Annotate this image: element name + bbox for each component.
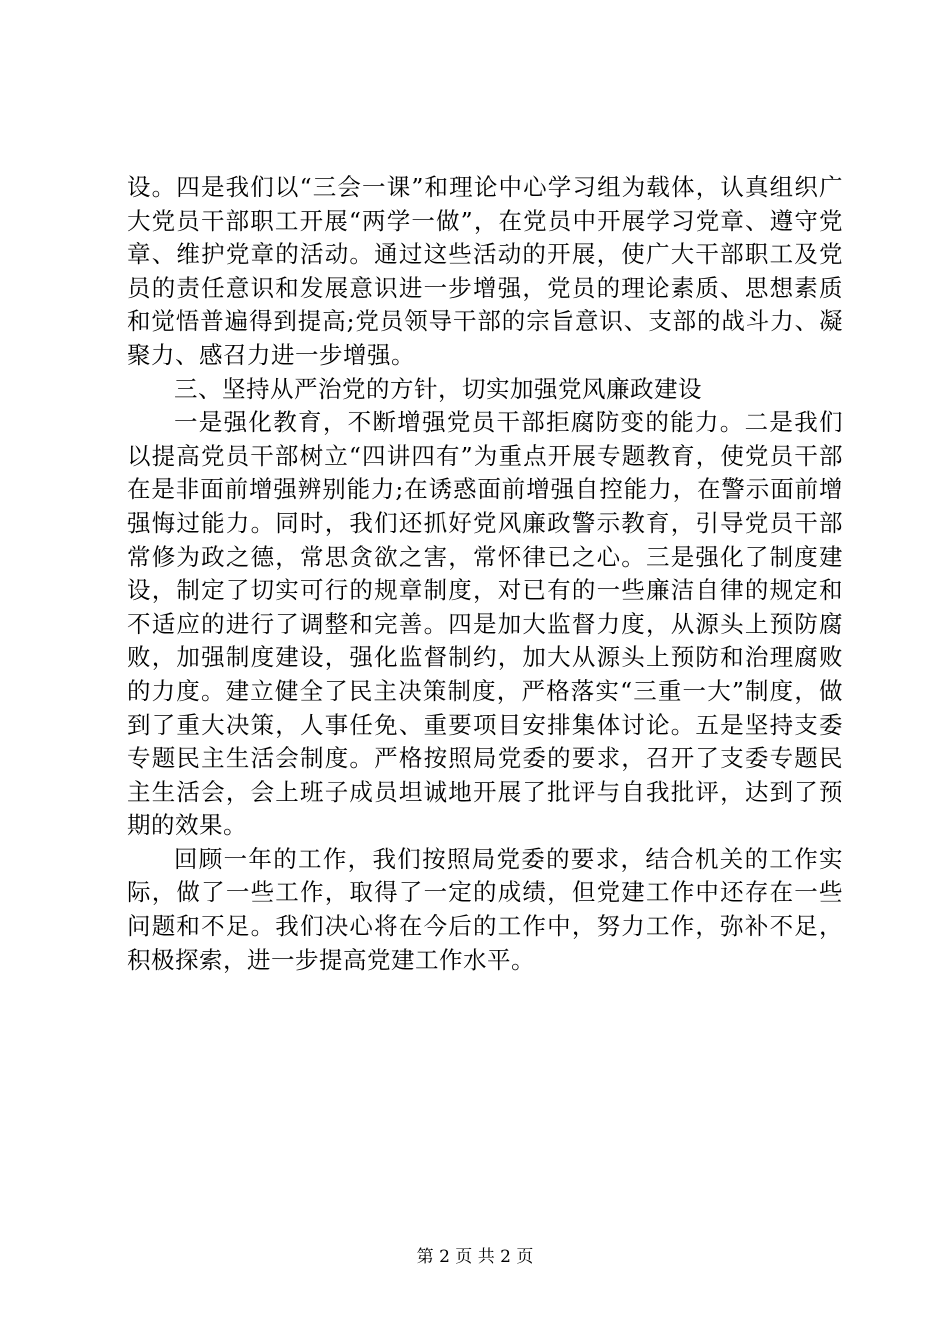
document-body <box>127 171 843 977</box>
page-number-footer: 第 2 页 共 2 页 <box>416 1247 534 1267</box>
section-heading: 三、坚持从严治党的方针，切实加强党风廉政建设 <box>174 374 702 403</box>
paragraph-anticorruption: 一是强化教育，不断增强党员干部拒腐防变的能力。二是我们以提高党员干部树立“四讲四有”为重点开展专题教育，使党员干部在是非面前增强辨别能力;在诱惑面前增强自控能力，在警示面前增强悔过能力。同时，我们还抓好党风廉政警示教育，引导党员干部常修为政之德，常思贪欲之害，常怀律已之心。三是强化了制度建设，制定了切实可行的规章制度，对已有的一些廉洁自律的规定和不适应的进行了调整和完善。四是加大监督力度，从源头上预防腐败，加强制度建设，强化监督制约，加大从源头上预防和治理腐败的力度。建立健全了民主决策制度，严格落实“三重一大”制度，做到了重大决策，人事任免、重要项目安排集体讨论。五是坚持支委专题民主生活会制度。严格按照局党委的要求，召开了支委专题民主生活会，会上班子成员坦诚地开展了批评与自我批评，达到了预期的效果。 <box>127 408 843 840</box>
paragraph-review: 回顾一年的工作，我们按照局党委的要求，结合机关的工作实际，做了一些工作，取得了一定的成绩，但党建工作中还存在一些问题和不足。我们决心将在今后的工作中，努力工作，弥补不足，积极探索，进一步提高党建工作水平。 <box>127 844 843 974</box>
paragraph-continuation: 设。四是我们以“三会一课”和理论中心学习组为载体，认真组织广大党员干部职工开展“两学一做”，在党员中开展学习党章、遵守党章、维护党章的活动。通过这些活动的开展，使广大干部职工及党员的责任意识和发展意识进一步增强，党员的理论素质、思想素质和觉悟普遍得到提高;党员领导干部的宗旨意识、支部的战斗力、凝聚力、感召力进一步增强。 <box>127 173 843 369</box>
